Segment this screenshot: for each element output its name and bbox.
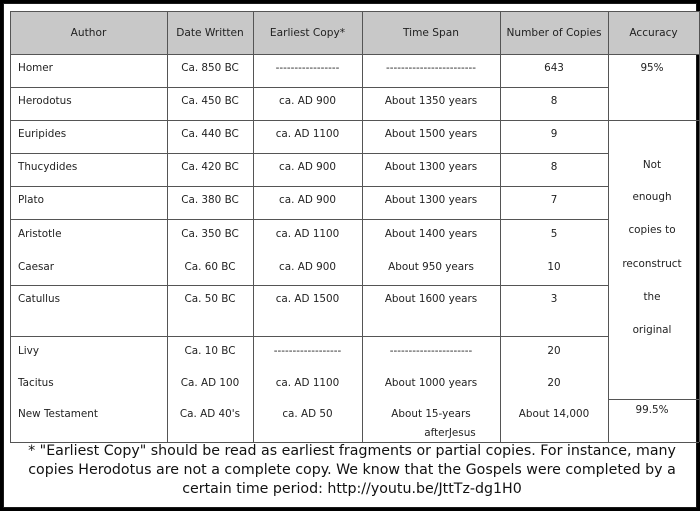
copies-cell: 8 xyxy=(550,161,558,173)
time-span-cell: About 1300 years xyxy=(384,194,478,206)
time-span-cell: About 1300 years xyxy=(384,161,478,173)
row-divider xyxy=(608,54,699,55)
time-span-cell: About 1600 years xyxy=(384,293,478,305)
row-divider xyxy=(608,399,699,400)
earliest-copy-cell: ca. AD 1100 xyxy=(275,228,340,240)
row-divider xyxy=(10,153,608,154)
copies-cell: 3 xyxy=(550,293,558,305)
earliest-copy-cell: ------------------ xyxy=(273,345,342,357)
earliest-copy-cell: ca. AD 1500 xyxy=(275,293,340,305)
row-divider xyxy=(10,120,608,121)
accuracy-classical: 95% xyxy=(640,62,664,74)
author-cell: Euripides xyxy=(18,128,67,140)
time-span-cell: About 1350 years xyxy=(384,95,478,107)
copies-cell: 7 xyxy=(550,194,558,206)
author-cell: Livy xyxy=(18,345,39,357)
time-span-cell: About 15-years xyxy=(391,408,471,420)
copies-cell: 20 xyxy=(547,377,561,389)
row-divider xyxy=(608,11,699,12)
copies-cell: 643 xyxy=(544,62,564,74)
author-cell: Aristotle xyxy=(18,228,62,240)
row-divider xyxy=(608,120,699,121)
accuracy-not-enough-line: reconstruct xyxy=(622,258,682,270)
column-divider xyxy=(608,11,609,442)
author-cell: Herodotus xyxy=(18,95,72,107)
time-span-cell: About 1500 years xyxy=(384,128,478,140)
accuracy-not-enough-line: enough xyxy=(632,191,672,203)
author-cell: Tacitus xyxy=(18,377,54,389)
row-divider xyxy=(10,11,608,12)
date-written-cell: Ca. 850 BC xyxy=(181,62,239,74)
row-divider xyxy=(10,219,608,220)
row-divider xyxy=(10,285,608,286)
accuracy-not-enough-line: Not xyxy=(642,159,662,171)
date-written-cell: Ca. 450 BC xyxy=(181,95,239,107)
date-written-cell: Ca. 420 BC xyxy=(181,161,239,173)
column-divider xyxy=(253,11,254,442)
header-date-written: Date Written xyxy=(167,11,253,54)
accuracy-not-enough-line: copies to xyxy=(628,224,676,236)
copies-cell: About 14,000 xyxy=(518,408,590,420)
time-span-cell: ------------------------ xyxy=(386,62,476,74)
accuracy-not-enough-line: original xyxy=(632,324,672,336)
date-written-cell: Ca. AD 40's xyxy=(179,408,241,420)
author-cell: Thucydides xyxy=(18,161,78,173)
earliest-copy-cell: ca. AD 900 xyxy=(279,95,336,107)
row-divider xyxy=(10,336,608,337)
column-divider xyxy=(500,11,501,442)
row-divider xyxy=(10,87,608,88)
accuracy-not-enough-line: the xyxy=(643,291,661,303)
accuracy-new-testament: 99.5% xyxy=(635,404,669,416)
header-earliest-copy: Earliest Copy* xyxy=(253,11,362,54)
earliest-copy-cell: ----------------- xyxy=(275,62,340,74)
earliest-copy-cell: ca. AD 1100 xyxy=(275,128,340,140)
column-divider xyxy=(362,11,363,442)
table-frame xyxy=(3,3,697,508)
column-divider xyxy=(10,11,11,442)
footnote: * "Earliest Copy" should be read as earliest fragments or partial copies. For instance, many copies Herodotus are not a complete copy. We know that the Gospels were completed by a certain time period: http://youtu.be/JttTz-dg1H0 xyxy=(28,443,676,497)
row-divider xyxy=(10,186,608,187)
copies-cell: 5 xyxy=(550,228,558,240)
author-cell: Catullus xyxy=(18,293,61,305)
earliest-copy-cell: ca. AD 50 xyxy=(282,408,333,420)
author-cell: Caesar xyxy=(18,261,55,273)
earliest-copy-cell: ca. AD 1100 xyxy=(275,377,340,389)
author-cell: Plato xyxy=(18,194,44,206)
earliest-copy-cell: ca. AD 900 xyxy=(279,194,336,206)
date-written-cell: Ca. AD 100 xyxy=(180,377,240,389)
date-written-cell: Ca. 50 BC xyxy=(184,293,236,305)
header-accuracy: Accuracy xyxy=(608,11,699,54)
date-written-cell: Ca. 10 BC xyxy=(184,345,236,357)
date-written-cell: Ca. 60 BC xyxy=(184,261,236,273)
time-span-cell: About 950 years xyxy=(388,261,474,273)
date-written-cell: Ca. 380 BC xyxy=(181,194,239,206)
row-divider xyxy=(10,54,608,55)
earliest-copy-cell: ca. AD 900 xyxy=(279,261,336,273)
earliest-copy-cell: ca. AD 900 xyxy=(279,161,336,173)
copies-cell: 8 xyxy=(550,95,558,107)
header-author: Author xyxy=(10,11,167,54)
time-span-cell: About 1400 years xyxy=(384,228,478,240)
author-cell: New Testament xyxy=(18,408,98,420)
copies-cell: 20 xyxy=(547,345,561,357)
time-span-cell: ---------------------- xyxy=(389,345,473,357)
date-written-cell: Ca. 350 BC xyxy=(181,228,239,240)
header-time-span: Time Span xyxy=(362,11,500,54)
copies-cell: 9 xyxy=(550,128,558,140)
time-span-continuation: afterJesus xyxy=(424,427,476,439)
copies-cell: 10 xyxy=(547,261,561,273)
column-divider xyxy=(167,11,168,442)
date-written-cell: Ca. 440 BC xyxy=(181,128,239,140)
header-number-of-copies: Number of Copies xyxy=(500,11,608,54)
author-cell: Homer xyxy=(18,62,53,74)
comparison-table xyxy=(10,11,699,442)
time-span-cell: About 1000 years xyxy=(384,377,478,389)
